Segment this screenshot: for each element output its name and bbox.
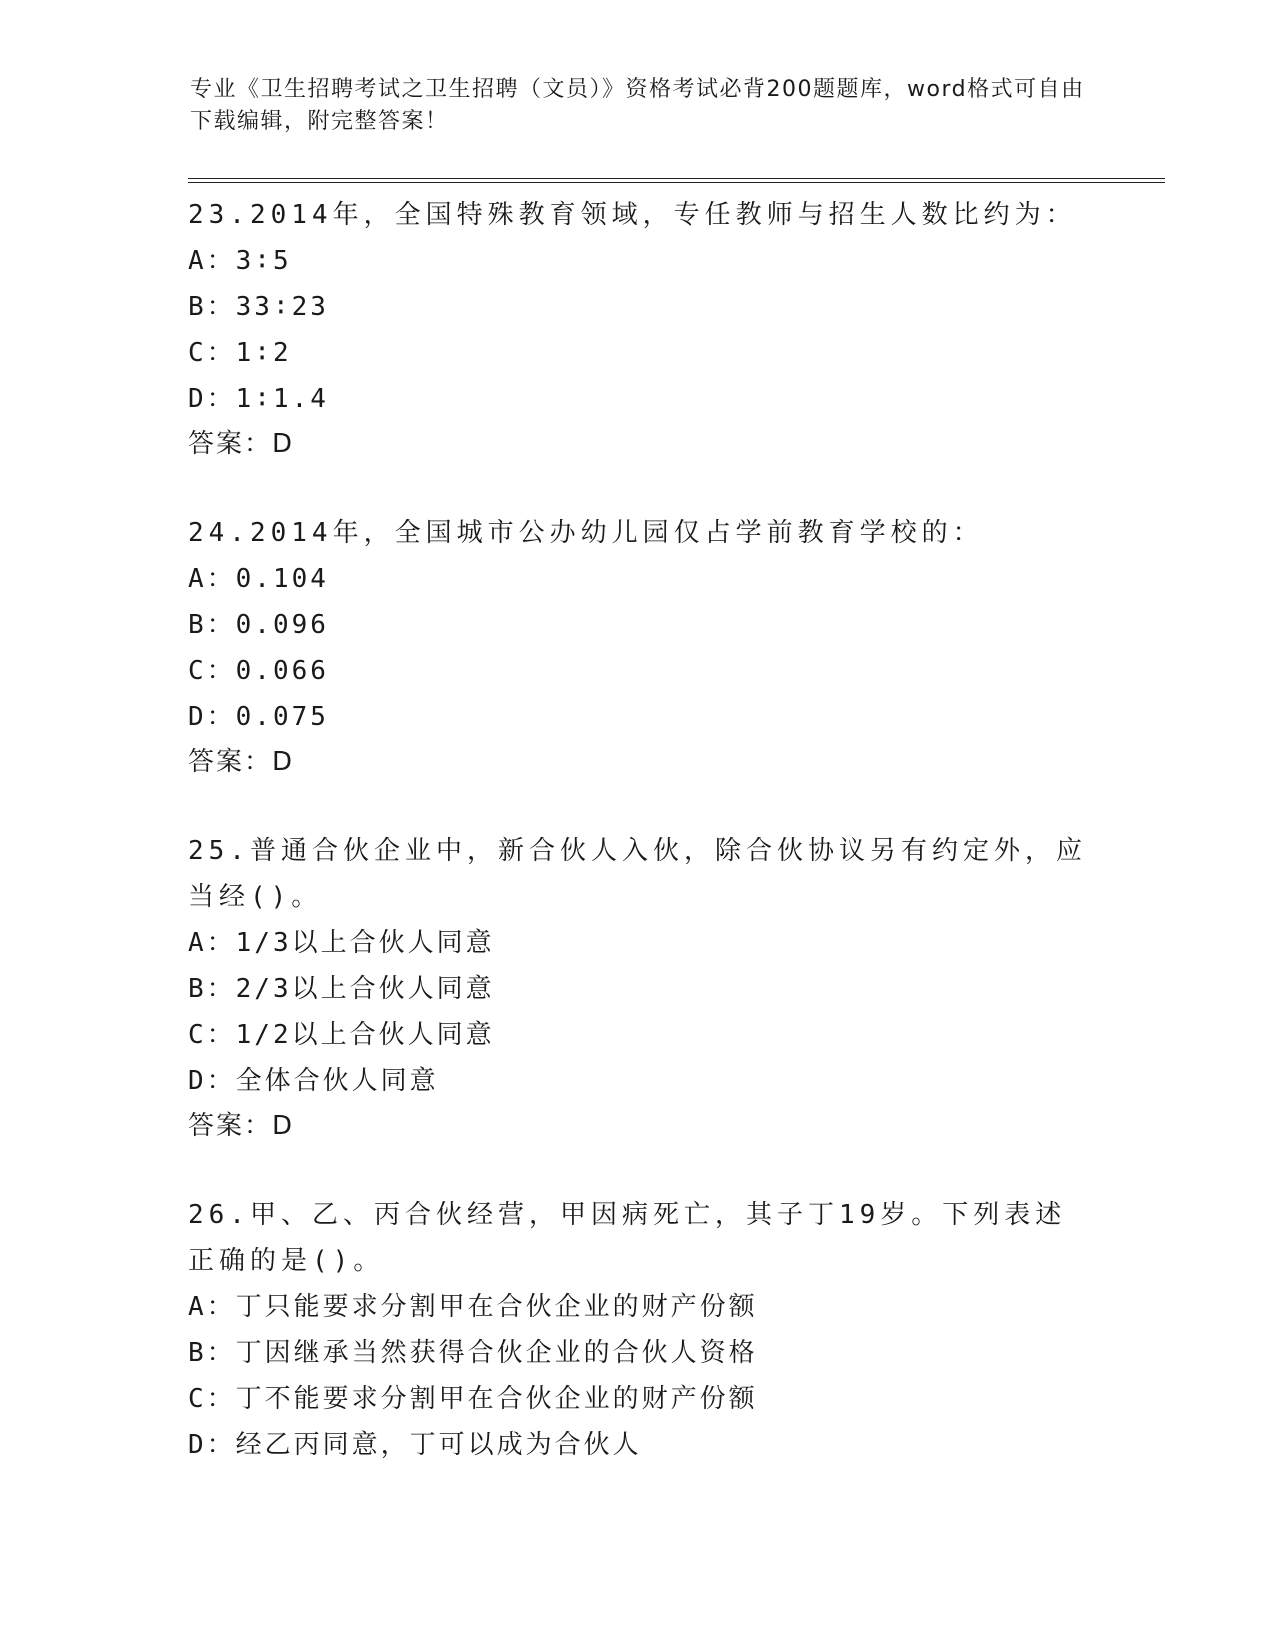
question-title: 23.2014年，全国特殊教育领域，专任教师与招生人数比约为： — [188, 200, 1077, 230]
option-c: C：1/2以上合伙人同意 — [188, 1020, 495, 1050]
question-title: 26.甲、乙、丙合伙经营，甲因病死亡，其子丁19岁。下列表述正确的是()。 — [188, 1200, 1067, 1276]
option-d: D：经乙丙同意，丁可以成为合伙人 — [188, 1430, 642, 1460]
header-rule-bottom — [188, 182, 1165, 183]
option-d: D：0.075 — [188, 702, 329, 732]
question-26 — [188, 1192, 1088, 1468]
option-b: B：33∶23 — [188, 292, 329, 322]
document-header: 专业《卫生招聘考试之卫生招聘（文员）》资格考试必背200题题库，word格式可自由下载编辑，附完整答案！ — [190, 77, 1085, 134]
option-c: C：1∶2 — [188, 338, 292, 368]
option-b: B：2/3以上合伙人同意 — [188, 974, 495, 1004]
option-c: C：0.066 — [188, 656, 329, 686]
question-title: 25.普通合伙企业中，新合伙人入伙，除合伙协议另有约定外，应当经()。 — [188, 836, 1087, 912]
option-a: A：丁只能要求分割甲在合伙企业的财产份额 — [188, 1292, 758, 1322]
answer: 答案：D — [188, 1111, 295, 1141]
option-d: D：1∶1.4 — [188, 384, 329, 414]
header-rule-top — [188, 178, 1165, 179]
question-list — [188, 192, 1088, 1512]
question-25 — [188, 828, 1088, 1148]
option-b: B：丁因继承当然获得合伙企业的合伙人资格 — [188, 1338, 758, 1368]
question-23 — [188, 192, 1088, 466]
option-b: B：0.096 — [188, 610, 329, 640]
option-a: A：1/3以上合伙人同意 — [188, 928, 495, 958]
answer: 答案：D — [188, 747, 295, 777]
option-d: D：全体合伙人同意 — [188, 1066, 439, 1096]
option-a: A：0.104 — [188, 564, 329, 594]
question-24 — [188, 510, 1088, 784]
answer: 答案：D — [188, 429, 295, 459]
option-c: C：丁不能要求分割甲在合伙企业的财产份额 — [188, 1384, 758, 1414]
question-title: 24.2014年，全国城市公办幼儿园仅占学前教育学校的： — [188, 518, 984, 548]
option-a: A：3∶5 — [188, 246, 292, 276]
